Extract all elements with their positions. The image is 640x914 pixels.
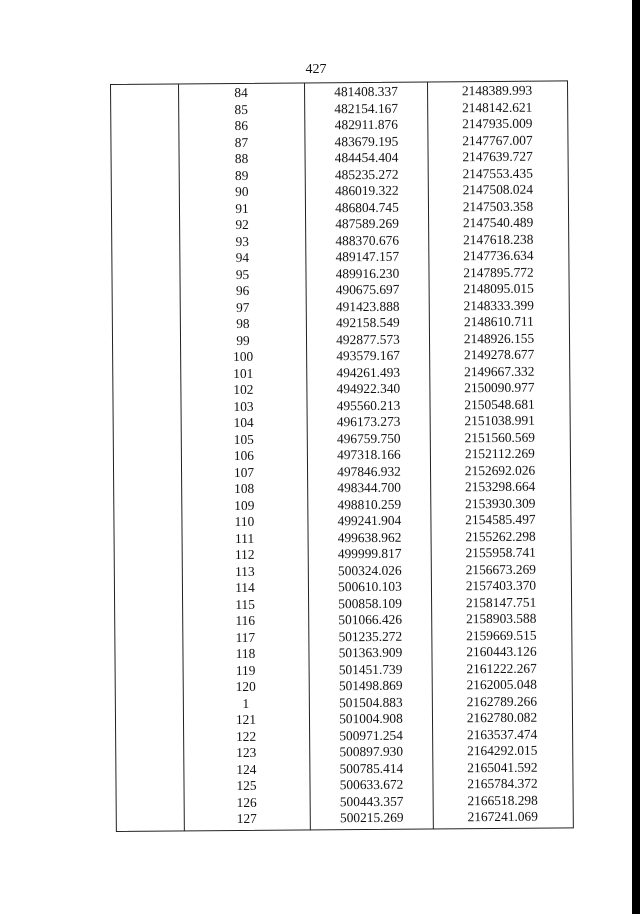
y-coordinate-cell: 2151560.569: [464, 429, 535, 445]
y-coordinate-cell: 2159669.515: [466, 627, 537, 643]
y-coordinate-cell: 2147767.007: [462, 132, 533, 148]
x-coordinate-cell: 482911.876: [334, 116, 398, 133]
x-coordinate-cell: 489916.230: [335, 265, 400, 281]
x-coordinate-cell: 501235.272: [338, 628, 403, 644]
point-number-cell: 88: [234, 150, 249, 167]
x-coordinate-cell: 483679.195: [334, 133, 399, 149]
x-coordinate-cell: 500897.930: [339, 743, 404, 760]
x-coordinate-cell: 485235.272: [334, 166, 399, 182]
x-coordinate-cell: 498810.259: [337, 496, 402, 512]
y-coordinate-cell: 2148926.155: [463, 330, 535, 346]
point-number-cell: 127: [236, 810, 257, 827]
point-number-cell: 105: [233, 431, 254, 447]
x-coordinate-cell: 493579.167: [336, 347, 400, 364]
x-coordinate-cell: 498344.700: [337, 479, 402, 496]
y-coordinate-cell: 2165784.372: [467, 775, 538, 792]
x-coordinate-cell: 499638.962: [337, 529, 402, 545]
x-coordinate-cell: 496173.273: [336, 413, 401, 430]
point-number-cell: 92: [235, 216, 249, 233]
point-number-cell: 100: [233, 348, 254, 365]
point-number-cell: 95: [235, 266, 250, 282]
x-coordinate-cell: 482154.167: [334, 100, 399, 116]
point-number-cell: 107: [233, 464, 255, 480]
y-coordinate-cell: 2151038.991: [464, 412, 535, 429]
y-coordinate-cell: 2165041.592: [467, 759, 538, 775]
coordinates-table: [110, 80, 574, 832]
point-number-cell: 106: [233, 447, 255, 464]
point-number-cell: 112: [234, 546, 255, 563]
y-coordinate-cell: 2158903.588: [465, 610, 537, 627]
x-coordinate-cell: 500215.269: [339, 809, 404, 826]
y-coordinate-cell: 2155262.298: [465, 528, 536, 544]
y-coordinate-cell: 2147540.489: [462, 214, 534, 231]
point-number-cell: 119: [235, 662, 256, 678]
point-number-cell: 115: [235, 596, 255, 612]
point-number-cell: 98: [236, 315, 250, 332]
x-coordinate-cell: 500858.109: [338, 595, 402, 611]
x-coordinate-cell: 497318.166: [337, 446, 401, 463]
x-coordinate-cell: 500610.103: [338, 578, 402, 595]
y-coordinate-cell: 2149667.332: [464, 363, 535, 379]
point-number-cell: 116: [235, 612, 256, 629]
point-number-cell: 99: [236, 332, 250, 348]
point-number-cell: 104: [233, 414, 254, 431]
y-coordinate-cell: 2147508.024: [462, 181, 534, 198]
y-coordinate-cell: 2147639.727: [462, 148, 533, 165]
y-coordinate-cell: 2149278.677: [463, 346, 535, 363]
point-number-cell: 1: [242, 695, 250, 711]
y-coordinate-cell: 2157403.370: [465, 577, 537, 594]
y-coordinate-cell: 2148095.015: [463, 280, 534, 297]
point-number-cell: 111: [234, 530, 255, 546]
x-coordinate-cell: 492158.549: [336, 314, 400, 331]
point-number-cell: 97: [235, 299, 250, 315]
point-number-cell: 93: [235, 233, 249, 249]
point-number-cell: 114: [235, 579, 255, 596]
y-coordinate-cell: 2163537.474: [466, 726, 538, 742]
x-coordinate-cell: 489147.157: [335, 248, 400, 265]
x-coordinate-cell: 484454.404: [334, 149, 399, 166]
x-coordinate-cell: 500324.026: [337, 562, 402, 578]
point-number-cell: 109: [234, 497, 255, 513]
y-coordinate-cell: 2153298.664: [464, 478, 536, 495]
x-coordinate-cell: 494922.340: [336, 380, 401, 397]
point-number-cell: 89: [234, 167, 249, 183]
x-coordinate-cell: 501004.908: [339, 710, 403, 727]
point-number-cell: 102: [233, 381, 254, 398]
point-number-cell: 85: [234, 101, 248, 117]
point-number-cell: 86: [234, 117, 249, 134]
point-number-cell: 113: [234, 563, 255, 579]
y-coordinate-cell: 2160443.126: [466, 643, 537, 660]
x-coordinate-cell: 501066.426: [338, 611, 403, 628]
y-coordinate-cell: 2164292.015: [467, 742, 538, 759]
y-coordinate-cell: 2152112.269: [464, 445, 535, 462]
y-coordinate-cell: 2148333.399: [463, 297, 534, 313]
x-coordinate-cell: 496759.750: [336, 430, 401, 446]
x-coordinate-cell: 500785.414: [339, 760, 404, 776]
y-coordinate-cell: 2147618.238: [463, 231, 534, 247]
y-coordinate-cell: 2162789.266: [466, 693, 538, 709]
y-coordinate-cell: 2167241.069: [467, 808, 538, 825]
point-number-cell: 101: [233, 365, 254, 381]
point-number-cell: 108: [234, 480, 255, 497]
point-number-cell: 122: [236, 728, 257, 744]
y-coordinate-cell: 2150548.681: [464, 396, 535, 412]
point-number-cell: 110: [234, 513, 255, 530]
point-number-cell: 103: [233, 398, 254, 414]
page-number: 427: [305, 62, 327, 77]
y-coordinate-cell: 2147503.358: [462, 198, 534, 214]
x-coordinate-cell: 492877.573: [336, 331, 400, 347]
point-number-cell: 126: [236, 794, 257, 810]
point-number-cell: 94: [235, 249, 250, 266]
point-number-cell: 96: [235, 282, 250, 299]
x-coordinate-cell: 500443.357: [339, 793, 404, 809]
y-coordinate-cell: 2147736.634: [463, 247, 534, 264]
point-number-cell: 120: [235, 678, 256, 695]
x-coordinate-cell: 487589.269: [335, 215, 399, 232]
x-coordinate-cell: 500971.254: [339, 727, 403, 743]
point-number-cell: 90: [235, 183, 249, 200]
point-number-cell: 118: [235, 645, 256, 662]
y-coordinate-cell: 2153930.309: [465, 495, 536, 511]
x-coordinate-cell: 481408.337: [334, 83, 398, 100]
y-coordinate-cell: 2156673.269: [465, 561, 537, 577]
x-coordinate-cell: 486804.745: [335, 199, 399, 215]
x-coordinate-cell: 500633.672: [339, 776, 404, 793]
point-number-cell: 121: [235, 711, 257, 728]
x-coordinate-cell: 499241.904: [337, 512, 402, 529]
y-coordinate-cell: 2162005.048: [466, 676, 537, 693]
x-coordinate-cell: 497846.932: [337, 463, 401, 479]
point-number-cell: 124: [236, 761, 257, 777]
point-number-cell: 84: [234, 84, 248, 101]
y-coordinate-cell: 2155958.741: [465, 544, 536, 561]
x-coordinate-cell: 495560.213: [336, 397, 401, 413]
y-coordinate-cell: 2148142.621: [461, 99, 533, 115]
point-number-cell: 123: [236, 744, 257, 761]
x-coordinate-cell: 501451.739: [338, 661, 403, 677]
y-coordinate-cell: 2148610.711: [463, 313, 534, 330]
point-number-cell: 87: [234, 134, 249, 150]
x-coordinate-cell: 499999.817: [337, 545, 402, 562]
point-number-cell: 91: [235, 200, 249, 216]
x-coordinate-cell: 486019.322: [334, 182, 399, 199]
x-coordinate-cell: 501498.869: [338, 677, 403, 694]
y-coordinate-cell: 2147895.772: [463, 264, 534, 280]
y-coordinate-cell: 2147553.435: [462, 165, 533, 181]
y-coordinate-cell: 2162780.082: [466, 709, 538, 726]
y-coordinate-cell: 2152692.026: [464, 462, 536, 478]
point-number-cell: 117: [235, 629, 256, 645]
x-coordinate-cell: 501363.909: [338, 644, 403, 661]
x-coordinate-cell: 494261.493: [336, 364, 401, 380]
point-number-cell: 125: [236, 777, 257, 794]
y-coordinate-cell: 2158147.751: [465, 594, 537, 610]
y-coordinate-cell: 2147935.009: [462, 115, 533, 132]
y-coordinate-cell: 2166518.298: [467, 792, 538, 808]
table-body: [110, 82, 574, 828]
y-coordinate-cell: 2148389.993: [461, 82, 533, 99]
y-coordinate-cell: 2150090.977: [464, 379, 535, 396]
y-coordinate-cell: 2161222.267: [466, 660, 537, 676]
y-coordinate-cell: 2154585.497: [465, 511, 536, 528]
x-coordinate-cell: 491423.888: [335, 298, 400, 314]
x-coordinate-cell: 490675.697: [335, 281, 400, 298]
x-coordinate-cell: 488370.676: [335, 232, 400, 248]
x-coordinate-cell: 501504.883: [338, 694, 403, 710]
